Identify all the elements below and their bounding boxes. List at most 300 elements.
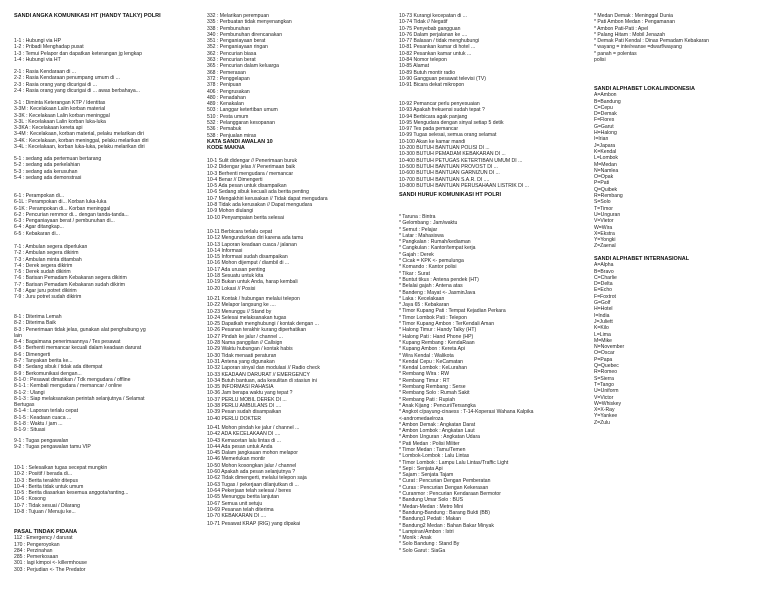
text-line: 10-35 INFORMASI RAHASIA [207, 384, 274, 391]
text-line: * Curanmor : Pencurian Kendaraan Bermotor [399, 491, 501, 498]
text-line: 10-32 Laporan sinyal dan modulasi // Radio check [207, 365, 320, 372]
text-line: 8-4 : Bagaimana penerimaannya / Tes pesawat [14, 339, 121, 346]
text-line: 10-9 Mohon diulangi [207, 208, 254, 215]
text-line: Z=Zulu [594, 419, 610, 426]
text-line: 10-60 Apakah ada pesan selanjutnya ? [207, 469, 296, 476]
text-line: 10-33 KEADAAN DARURAT // EMERGENCY [207, 371, 310, 378]
text-line: W=Whiskey [594, 400, 622, 407]
text-block [399, 214, 579, 554]
text-line: * Timor Kupang Ambon : TerKendali Aman [399, 321, 495, 328]
text-line: 7-8 : Agar juru potret dikirim [14, 288, 77, 295]
text-line: 8-1-5 : Keadaan cuaca ... [14, 414, 72, 421]
text-block [594, 13, 764, 63]
text-line: 3-4M : Kecelakaan, korban material, pelaku melarikan diri [14, 131, 144, 138]
text-line: 10-8 Tidak ada kerusakan // Dapat mengudara [207, 202, 313, 209]
text-line: 8-8 : Sedang sibuk / tidak ada ditempat [14, 364, 103, 371]
section-heading: SANDI HURUF KOMUNIKASI HT POLRI [399, 192, 502, 198]
text-line: 10-1 : Selesaikan tugas secepat mungkin [14, 465, 108, 471]
text-line: 10-12 Mengundurkan diri karena ada tamu [207, 235, 304, 242]
text-line: 10-200 BUTUH BANTUAN POLISI DI ... [399, 145, 490, 152]
text-line: 6-1K : Perampokan di... Korban meninggal [14, 205, 111, 212]
text-line: 335 : Perbuatan tidak menyenangkan [207, 19, 292, 26]
section-heading: KATA SANDI AWALAN 10 [207, 139, 273, 145]
text-line: 536 : Pemabuk [207, 126, 242, 133]
text-line: * Timor Lombok Pati : Telepon [399, 314, 467, 321]
text-line: 10-73 Kurangi kecepatan di ... [399, 13, 467, 19]
text-line: * Medan-Medan : Metro Mini [399, 503, 464, 510]
text-line: 480 : Penadahan [207, 94, 246, 101]
text-line: 10-62 Tidak dimengerti, melalui telepon saja [207, 475, 307, 482]
text-line: 10-36 Jam berapa waktu yang tepat ? [207, 390, 293, 397]
text-line: 538 : Penjualan miras [207, 132, 257, 139]
text-line: J=Juliett [594, 318, 613, 325]
text-line: * Kendal Lombok : KeLurahan [399, 365, 467, 372]
text-line: 10-64 Pekerjaan telah selesai / beres [207, 487, 292, 494]
text-line: 2-3 : Rasia orang yang dicurigai di ... [14, 81, 97, 88]
text-line: K=Kilo [594, 325, 609, 332]
text-block [207, 139, 387, 152]
text-line: M=Mike [594, 337, 612, 344]
text-line: * Rembang Rembang : Serse [399, 384, 466, 391]
text-line: * Cicak = KPK <- pemulunga [399, 258, 464, 265]
text-line: 6-5 : Kebakaran di... [14, 230, 60, 237]
text-line: 10-19 Bukan untuk Anda, harap kembali [207, 279, 298, 286]
text-line: * Curat : Pencurian Dengan Pemberatan [399, 478, 491, 485]
text-line: 10-500 BUTUH BANTUAN PROVOST DI ... [399, 163, 498, 170]
text-line: * Medan Demak : Meninggal Dunia [594, 13, 673, 19]
text-line: * Lampiran/Ambon : Istri [399, 528, 454, 535]
text-line: W=Wira [594, 224, 613, 231]
text-line: 9-2 : Tugas pengawalan tamu VIP [14, 444, 91, 451]
text-line: * Wira Kendal : Walikota [399, 352, 454, 359]
text-line: 10-76 Dalam perjalanan ke .... [399, 31, 468, 38]
text-line: * Latar : Mahasiswa [399, 232, 444, 239]
text-line: 10-74 Tidak // Negatif [399, 19, 448, 26]
text-line: 10-5 Ada pesan untuk disampaikan [207, 183, 287, 190]
text-line: 1-4 : Hubungi via HT [14, 56, 61, 63]
text-line: 338 : Pembunuhan [207, 25, 251, 32]
text-line: 1-2 : Pribadi Menghadap pusat [14, 44, 84, 51]
text-line: * Solo Bandung : Stand By [399, 541, 460, 548]
text-line: Y=Yongki [594, 237, 616, 244]
text-line: 3-4K : Kecelakaan, korban meninggal, pelaku melarikan diri [14, 137, 149, 144]
text-line: L=Lombok [594, 155, 618, 162]
text-line: P=Papa [594, 356, 613, 363]
text-line: 372 : Penggelapan [207, 75, 250, 82]
text-line: 10-46 Memerlukan montir [207, 456, 266, 463]
text-block [399, 192, 579, 198]
text-line: 10-1 Sulit didengar // Penerimaan buruk [207, 158, 298, 164]
text-line: A=Ambon [594, 92, 617, 99]
text-block [594, 256, 764, 426]
text-line: 8-1-0 : Pesawat dimatikan / Tdk mengudara / offline [14, 376, 131, 383]
text-line: 10-15 Informasi sudah disampaikan [207, 254, 288, 261]
text-line: 7-6 : Barisan Pemadam Kebakaran segera dikirim [14, 275, 127, 282]
section-heading: SANDI ALPHABET INTERNASIONAL [594, 256, 690, 262]
text-line: T=Timor [594, 205, 613, 212]
text-line: * Rembang Wira : RW [399, 371, 450, 378]
text-line: 10-100 Akan ke kamar mandi [399, 138, 466, 145]
text-line: 10-44 Ada pesan untuk Anda [207, 443, 273, 450]
text-line: * Tikar : Surat [399, 270, 430, 277]
text-line: R=Romeo [594, 369, 618, 376]
text-line: X=Ekstra [594, 230, 615, 237]
text-line: * Jaya 65 : Kebakaran [399, 302, 450, 309]
text-line: 503 : Langgar ketertiban umum [207, 107, 278, 114]
text-line: 510 : Pesta umum [207, 113, 249, 120]
text-line: 351 : Penganiayaan berat [207, 38, 266, 45]
text-block [594, 86, 764, 250]
text-line: 5-4 : sedang ada demonstrasi [14, 174, 82, 181]
text-line: 8-5 : Berhenti memancar kecuali dalam keadaan darurat [14, 345, 142, 352]
text-line: 10-41 Mohon pindah ke jalur / channel ... [207, 425, 300, 431]
text-line: 10-67 Semua unit setuju [207, 500, 263, 507]
text-line: 340 : Pembunuhan direncanakan [207, 31, 283, 38]
text-line: 10-17 Ada urusan penting [207, 266, 266, 273]
text-line: 10-91 Bicara dekat mikropon [399, 82, 465, 89]
text-line: * Halong Timur : Handy Talky (HT) [399, 327, 477, 334]
text-block [207, 229, 387, 292]
text-line: 10-8 : Tujuan / Menuju ke... [14, 509, 76, 516]
text-line: 10-90 Gangguan pesawat televisi (TV) [399, 75, 486, 82]
text-line: 489 : Kenakalan [207, 101, 244, 108]
text-line: J=Japara [594, 142, 616, 149]
text-line: 10-97 Tes pada pemancar [399, 126, 459, 133]
text-line: 285 : Pemerkosaan [14, 554, 59, 561]
text-line: 6-2 : Pencurian rernmor di... dengan tanda-tanda... [14, 211, 129, 218]
text-line: * Timor Medan : Tamu/Temen [399, 446, 466, 453]
text-line: 10-85 Alamat [399, 63, 430, 70]
text-line: 8-1-9 : Situasi [14, 427, 46, 434]
text-line: * Taruna : Bintra [399, 214, 436, 220]
text-line: * Bandung-Bandung : Barang Bukti (BB) [399, 509, 490, 516]
text-line: 10-37 PERLU MOBIL DEREK DI ... [207, 396, 287, 403]
text-line: 7-5 : Derek sudah dikirim [14, 269, 71, 276]
text-line: 8-9 : Berkomunikasi dengan... [14, 370, 82, 377]
text-line: 8-1 : Diterima Lemah [14, 314, 62, 320]
text-line: 10-89 Butuh montir radio [399, 69, 456, 76]
text-line: 10-30 Tidak menaati peraturan [207, 352, 277, 359]
text-line: B=Bravo [594, 268, 614, 275]
text-line: * Cangkulan : Kantor/tempat kerja [399, 245, 476, 252]
text-line: * Sajam : Senjata Tajam [399, 472, 454, 479]
text-line: * panah = polentas [594, 50, 637, 57]
text-line: H=Hotel [594, 306, 613, 313]
text-line: P=Pati [594, 180, 610, 187]
text-block [207, 13, 387, 139]
text-line: 3-3KA : Kecelakaan kereta api [14, 125, 83, 132]
text-line: 112 : Emergency / darurat [14, 535, 73, 542]
text-line: * Sepi : Senjata Api [399, 465, 443, 472]
text-line: 10-4 : Berita tidak untuk umum [14, 483, 84, 490]
text-line: V=Victor [594, 394, 614, 401]
text-line: * Rembang Timur : RT [399, 377, 450, 384]
text-line: * Bandeng : Mayat <- JasminJava [399, 289, 476, 296]
text-line: 10-29 Waktu hubungan / kontak habis [207, 346, 293, 353]
text-line: 10-300 BUTUH PEMADAM KEBAKARAN DI ... [399, 151, 506, 158]
text-line: 10-65 Menunggu berita lanjutan [207, 494, 279, 501]
text-line: * Gelombang : Jam/waktu [399, 220, 458, 227]
text-line: M=Medan [594, 161, 617, 168]
text-line: H=Halong [594, 130, 617, 137]
text-line: 10-27 Pindah ke jalur / channel ... [207, 333, 283, 340]
text-line: * Kupang Ambon : Kereta Api [399, 346, 465, 353]
text-line: 8-3 : Penerimaan tidak jelas, gunakan alat penghubung yg [14, 326, 146, 333]
text-line: 10-45 Dalam jangkauan mohon melapor [207, 450, 298, 457]
text-line: * Ambon Pati-Pati : Apel [594, 25, 649, 32]
text-block [207, 158, 387, 221]
text-line: Q=Quebec [594, 363, 619, 370]
text-line: 406 : Pengrusakan [207, 88, 250, 95]
text-line: 3-4L : Kecelakaan, korban luka-luka, pelaku melarikan diri [14, 144, 145, 151]
text-line: 10-71 Pesawat KRAP (RIG) yang dipakai [207, 521, 301, 527]
text-line: 10-400 BUTUH PETUGAS KETERTIBAN UMUM DI ... [399, 157, 523, 164]
text-line: 7-9 : Juru potret sudah dikirim [14, 294, 82, 301]
text-line: 10-6 : Kosong [14, 496, 46, 503]
text-line: E=Echo [594, 287, 612, 294]
text-line: 10-82 Pesankan kamar untuk ... [399, 50, 472, 57]
text-line: 10-21 Kontak / hubungan melalui telepon [207, 296, 300, 302]
text-line: 8-6 : Dimengerti [14, 351, 51, 358]
text-line: * Semut : Pelajar [399, 226, 438, 233]
text-line: 3-1 : Diminta Keterangan KTP / Identitas [14, 100, 106, 106]
text-line: 1-3 : Temui Pelapor dan dapatkan keterangan jg lengkap [14, 50, 142, 57]
text-line: 10-40 PERLU DOKTER [207, 415, 262, 422]
text-line: 6-4 : Agar ditangkap... [14, 224, 64, 231]
text-line: 7-1 : Ambulan segera diperlukan [14, 244, 88, 250]
text-line: 1-1 : Hubungi via HP [14, 38, 62, 44]
text-line: 8-1-2 : Ulangi [14, 389, 45, 396]
text-line: 303 : Perjudian <- The Predator [14, 566, 86, 573]
text-line: 10-18 Sesuatu untuk kita [207, 273, 264, 280]
text-line: U=Unguran [594, 211, 621, 218]
text-line: 10-69 Pesanan telah diterima [207, 506, 274, 513]
text-line: G=Golf [594, 300, 611, 307]
text-line: F=Foxtrot [594, 293, 616, 300]
text-line: 362 : Pencurian biasa [207, 50, 257, 57]
text-line: V=Vietor [594, 218, 614, 225]
text-line: O=Oscar [594, 350, 615, 357]
text-line: 10-92 Pemancar perlu penyesuaian [399, 101, 480, 107]
text-line: * Komando : Kantor polisi [399, 264, 457, 271]
text-line: lain [14, 332, 22, 339]
text-line: 10-4 Benar // Dimengerti [207, 176, 263, 183]
text-line: 10-20 Lokasi // Posisi [207, 285, 256, 292]
text-line: 10-43 Kemacetan lalu lintas di ... [207, 437, 281, 444]
text-line: N=Namlea [594, 167, 619, 174]
text-line: 10-10 Penyampaian berita selesai [207, 214, 285, 221]
text-line: U=Uniform [594, 388, 619, 395]
text-line: * Rembang Solo : Rumah Sakit [399, 390, 470, 397]
text-line: 7-7 : Barisan Pemadam Kebakaran sudah dikirim [14, 281, 125, 288]
text-line: D=Delta [594, 281, 613, 288]
text-line: 3-3K : Kecelakaan Lalin korban meninggal [14, 112, 110, 119]
text-line: * Pati Medan : Polisi Militer [399, 440, 460, 447]
text-line: * Demak Pati Kendal : Dinas Pemadam Kebakaran [594, 38, 709, 45]
text-line: * Bandung Umar Solo : BUS [399, 497, 463, 504]
text-line: 332 : Melarikan perempuan [207, 13, 270, 19]
section-heading: SANDI ALPHABET LOKAL/INDONESIA [594, 86, 695, 92]
text-line: 8-7 : Tanyakan berita ke... [14, 358, 73, 365]
text-line: 10-31 Antena yang digunakan [207, 358, 275, 365]
text-line: 301 : lagi kimpoi <- killermhouse [14, 560, 87, 567]
text-line: 5-1 : sedang ada pertemuan bertarang [14, 156, 102, 162]
text-line: 10-6 Sedang sibuk kecuali ada berita penting [207, 189, 309, 196]
text-line: 378 : Penipuan [207, 82, 242, 89]
text-line: 8-1-8 : Waktu / jam ... [14, 421, 63, 428]
text-line: 10-23 Menunggu // Stand by [207, 308, 272, 315]
text-line: 10-5 : Berita diasarkan kesemua anggota/ranting... [14, 490, 129, 497]
text-line: 7-3 : Ambulan minta ditambah [14, 256, 82, 263]
text-block [14, 529, 316, 573]
text-line: 10-42 ADA KECELAKAAN DI .... [207, 431, 281, 438]
text-line: 363 : Pencurian berat [207, 57, 256, 64]
text-line: * Kendal Cepu : KeCamatan [399, 358, 463, 365]
text-line: * wayang = inte/reanse =dwarf/wayang [594, 44, 682, 51]
text-line: polisi [594, 57, 606, 64]
text-line: * Curas : Pencurian Dengan Kekerasan [399, 484, 489, 491]
text-line: I=Irian [594, 136, 609, 143]
text-line: 10-84 Nomor telepon [399, 57, 447, 64]
text-line: 10-16 Mohon dijemput / diambil di ... [207, 260, 290, 267]
text-line: 10-600 BUTUH BANTUAN GARNIZUN DI ... [399, 170, 500, 177]
text-line: * Angkot c/payung-cinaess : T-14-Koperasi Wahana Kalpika [399, 409, 534, 416]
text-line: 10-2 : Positif / berada di... [14, 471, 73, 478]
text-line: 2-2 : Rasia Kendaraan penumpang umum di ... [14, 75, 120, 82]
text-line: C=Charlie [594, 274, 617, 281]
text-line: 10-99 Tugas selesai, semua orang selamat [399, 132, 497, 139]
text-line: * Bandung2 Medan : Bahan Bakar Minyak [399, 522, 494, 529]
text-line: Q=Quibek [594, 186, 618, 193]
text-line: 10-94 Berbicara agak panjang [399, 113, 468, 120]
text-line: * Ambon Demak : Angkatan Darat [399, 421, 476, 428]
text-line: Bertugas [14, 402, 35, 409]
text-line: 7-2 : Ambulan segera dikirim [14, 250, 79, 257]
text-line: 10-28 Nama panggilan // Callsign [207, 340, 283, 347]
text-line: G=Garut [594, 123, 614, 130]
text-line: A=Alpha [594, 262, 614, 269]
text-line: * Bandung1 Pedati : Makan [399, 516, 462, 523]
text-line: 10-2 Didengar jelas // Penerimaan baik [207, 164, 296, 171]
text-line: 10-81 Pesankan kamar di hotel ... [399, 44, 476, 51]
text-line: 10-50 Mohon kosongkan jalur / channel [207, 462, 297, 469]
text-line: * Timor Lombok : Lampu Lalu Lintas/Traffic Light [399, 459, 509, 466]
text-line: * Belalai gajah : Antena atas [399, 283, 463, 290]
text-line: 5-3 : sedang ada kerusuhan [14, 168, 78, 175]
section-heading: SANDI ANGKA KOMUNIKASI HT (HANDY TALKY) POLRI [14, 13, 161, 19]
text-line: * Halong Pati : Hand Phone (HP) [399, 333, 474, 340]
text-line: 10-11 Berbicara terlalu cepat [207, 229, 273, 235]
text-line: 10-3 Berhenti mengudara / memancar [207, 170, 294, 177]
text-line: * Laka : Kecelakaan [399, 295, 445, 302]
section-heading: PASAL TINDAK PIDANA [14, 529, 78, 535]
text-line: 5-2 : sedang ada perkelahian [14, 162, 80, 169]
text-line: 10-22 Melapor langsung ke .... [207, 302, 276, 309]
text-line: L=Lima [594, 331, 611, 338]
section-heading: KODE MAKNA [207, 145, 245, 152]
text-line: R=Rembang [594, 193, 623, 200]
text-line: N=November [594, 344, 625, 351]
text-line: 10-700 BUTUH BANTUAN S.A.R. DI .... [399, 176, 490, 183]
text-line: 10-24 Selesai melaksanakan tugas [207, 314, 287, 321]
text-line: 8-1-4 : Laporan terlalu cepat [14, 408, 78, 415]
text-line: 7-4 : Derek segera dikirim [14, 262, 73, 269]
text-line: O=Opak [594, 174, 614, 181]
text-line: 2-1 : Rasia Kendaraan di ... [14, 69, 77, 75]
text-line: 8-1-3 : Siap melaksanakan perintah selanjutnya / Selamat [14, 395, 145, 402]
text-line: K=Kendal [594, 148, 617, 155]
text-line: 10-7 : Tidak sesuai / Dilarang [14, 502, 80, 509]
text-line: 3-3M : Kecelakaan Lalin korban material [14, 106, 106, 113]
text-line: 10-25 Dapatkah menghubungi / kontak dengan ... [207, 321, 319, 328]
text-line: 10-77 Balasan / tidak menghubungi [399, 38, 480, 45]
text-line: B=Bandung [594, 98, 621, 105]
text-line: 10-70 KEBAKARAN DI .... [207, 513, 267, 520]
text-line: Z=Zaenal [594, 243, 616, 250]
text-line: 10-63 Tugas / pekerjaan dilanjutkan di ... [207, 481, 299, 488]
text-line: 9-1 : Tugas pengawalan [14, 438, 69, 444]
text-line: * Ambon Lombok : Angkatan Laut [399, 428, 475, 435]
text-line: C=Cepu [594, 104, 613, 111]
text-block [399, 101, 579, 189]
text-line: 365 : Pencurian dalam keluarga [207, 63, 279, 70]
text-line: Y=Yankee [594, 413, 618, 420]
text-line: 170 : Pengeroyokan [14, 541, 60, 548]
text-line: 10-38 PERLU AMBULANS DI .... [207, 403, 282, 410]
text-line: * Rembang Pati : Rupiah [399, 396, 456, 403]
text-line: 10-26 Pesanan terakhir kurang diperhatikan [207, 327, 307, 334]
text-line: * Solo Garut : SiaGa [399, 547, 446, 554]
text-line: * Timor Kupang Pati : Tempat Kejadian Perkara [399, 308, 506, 315]
text-line: 532 : Pelanggaran kesopanan [207, 120, 275, 127]
text-line: S=Solo [594, 199, 611, 206]
text-line: 6-1L : Perampokan di... Korban luka-luka [14, 199, 107, 206]
text-line: * Monik : Anak [399, 535, 432, 542]
text-line: * Pangkalan : Rumah/kediaman [399, 239, 471, 246]
text-line: * Pati Ambon Medan : Pengamanan [594, 19, 675, 26]
text-line: F=Flores [594, 117, 615, 124]
text-line: 10-95 Mengudara dengan sinyal setiap 5 detik [399, 119, 504, 126]
text-line: * Kupang Rembang : KendaRaan [399, 339, 475, 346]
text-line: S=Sierra [594, 375, 614, 382]
text-line: 284 : Perzinahan [14, 547, 53, 554]
text-line: 10-3 : Berita terakhir ditepus [14, 477, 78, 484]
text-line: 10-39 Pesan sudah disampaikan [207, 409, 282, 416]
text-line: X=X-Ray [594, 407, 615, 414]
text-line: <-andromedaelroza [399, 415, 444, 422]
text-line: T=Tango [594, 381, 614, 388]
text-line: 8-2 : Diterima Baik [14, 320, 56, 327]
text-line: 10-13 Laporan keadaan cuaca / jalanan [207, 241, 297, 248]
text-line: 368 : Pemerasan [207, 69, 246, 76]
text-line: * Buntut tikus : Antena pendek (HT) [399, 276, 479, 283]
text-line: 10-93 Apakah frekuensi sudah tepat ? [399, 107, 485, 114]
text-block [207, 521, 387, 527]
text-block [399, 13, 579, 89]
text-line: 10-14 Informasi [207, 247, 243, 254]
text-line: * Anak Kijang : Pencuri/Tersangka [399, 402, 476, 409]
text-line: D=Demak [594, 111, 617, 118]
text-block [207, 296, 387, 422]
text-line: 6-3 : Penganiayaan berat / pembunuhan di... [14, 218, 115, 225]
text-line: 10-75 Penyebab gangguan [399, 25, 461, 32]
text-line: 8-1-1 : Kembali mengudara / memancar / online [14, 383, 122, 390]
text-line: I=India [594, 312, 610, 319]
text-line: * Lombok-Lombok : Lalu Lintas [399, 453, 470, 460]
text-line: * Gajah : Derek [399, 251, 434, 258]
text-line: 6-1 : Perampokan di... [14, 193, 65, 199]
text-block [207, 425, 387, 519]
